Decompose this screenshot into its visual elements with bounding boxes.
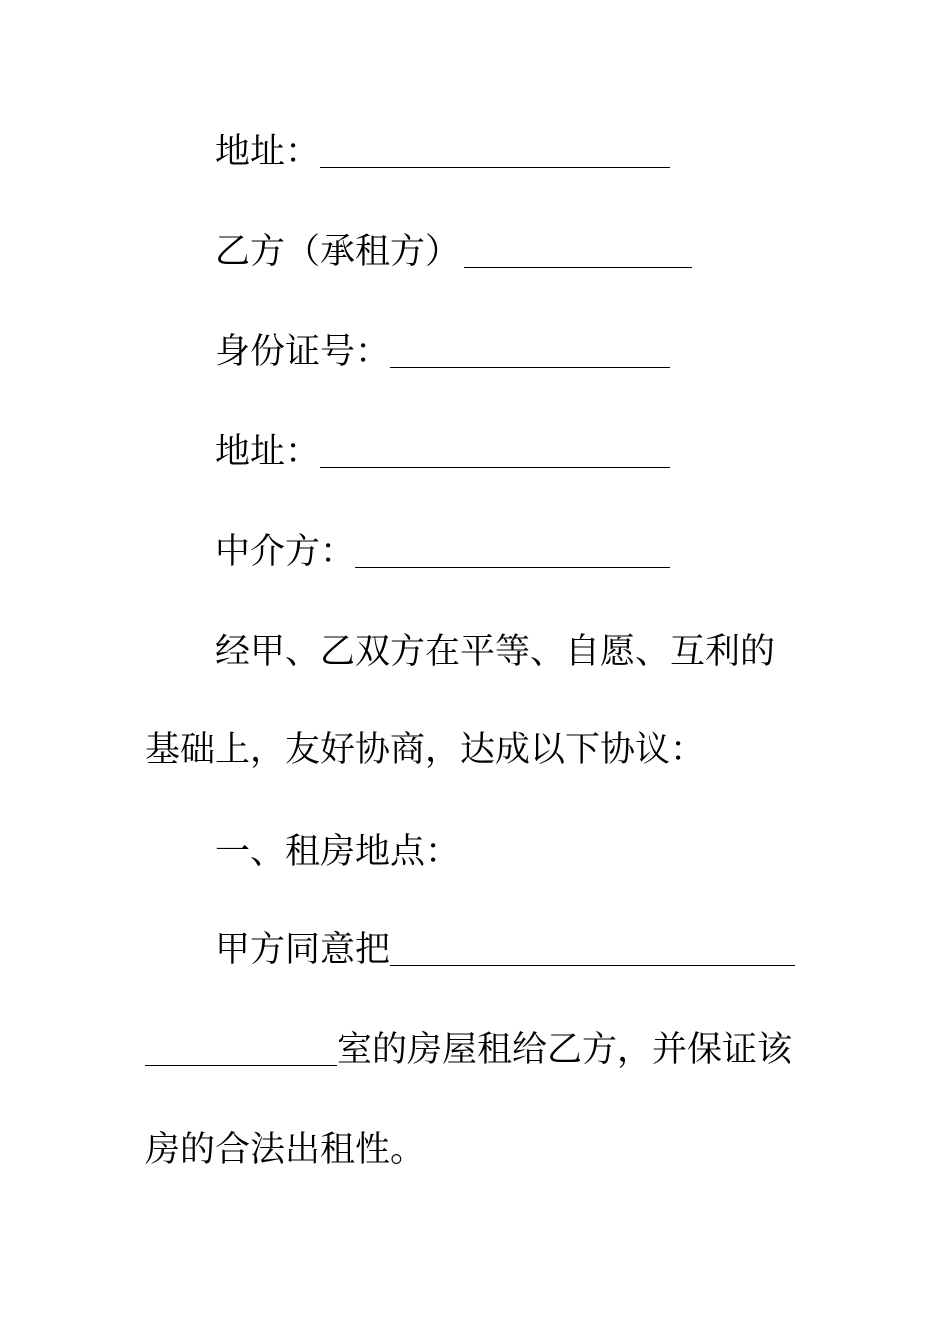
party-b-blank[interactable] [464, 237, 692, 268]
paragraph-text: 基础上，友好协商，达成以下协议： [145, 730, 706, 770]
id-number-line [215, 330, 670, 374]
agent-blank[interactable] [355, 537, 670, 568]
paragraph-text: 室的房屋租给乙方，并保证该 [337, 1030, 793, 1070]
location-blank-1[interactable] [390, 935, 795, 966]
paragraph-1-line-2 [145, 728, 705, 772]
location-blank-2[interactable] [145, 1035, 337, 1066]
paragraph-2-line-1 [215, 928, 795, 972]
paragraph-2-line-3 [145, 1128, 425, 1172]
address-label: 地址： [215, 132, 321, 172]
section-heading: 一、租房地点： [215, 832, 461, 872]
id-number-label: 身份证号： [215, 332, 391, 372]
section-1-heading [215, 830, 460, 874]
agent-label: 中介方： [215, 532, 356, 572]
agent-line [215, 530, 670, 574]
address-blank-2[interactable] [320, 437, 670, 468]
paragraph-text: 房的合法出租性。 [145, 1130, 426, 1170]
party-b-line [215, 230, 692, 274]
address-line-1 [215, 130, 670, 174]
paragraph-text: 甲方同意把 [215, 930, 391, 970]
address-line-2 [215, 430, 670, 474]
address-label-2: 地址： [215, 432, 321, 472]
party-b-label: 乙方（承租方） [215, 232, 461, 272]
id-number-blank[interactable] [390, 337, 670, 368]
paragraph-1-line-1 [215, 630, 775, 674]
paragraph-text: 经甲、乙双方在平等、自愿、互利的 [215, 632, 776, 672]
paragraph-2-line-2 [145, 1028, 792, 1072]
address-blank[interactable] [320, 137, 670, 168]
